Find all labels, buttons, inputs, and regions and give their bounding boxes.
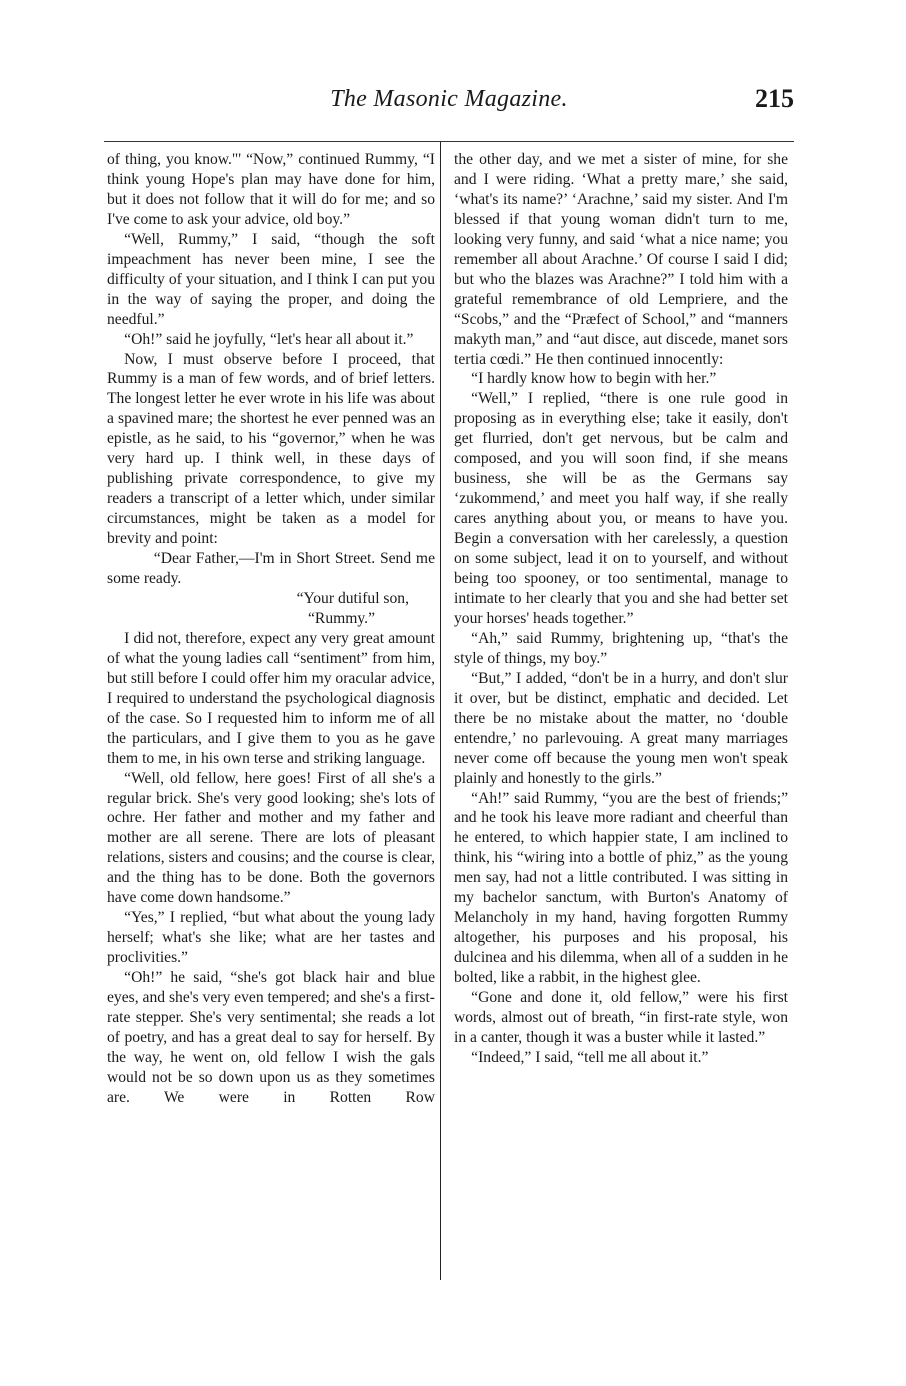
right-column bbox=[454, 150, 788, 1068]
paragraph: “Well, Rummy,” I said, “though the soft impeachment has never been mine, I see the difficulty of your situation, and I think I can put you in the way of saying the proper, and doing the needful.” bbox=[107, 230, 435, 328]
running-title: The Masonic Magazine. bbox=[330, 86, 568, 112]
paragraph: the other day, and we met a sister of mine, for she and I were riding. ‘What a pretty mare,’ she said, ‘what's its name?’ ‘Arachne,’ said my sister. And I'm blessed if that young woman didn't turn to me, looking very funny, and said ‘what a nice name; you remember all about Arachne.’ Of course I said I did; but who the blazes was Arachne?” I told him with a grateful remembrance of old Lempriere, and the “Scobs,” and the “Præfect of School,” and “manners makyth man,” and “aut disce, aut discede, manet sors tertia cœdi.” He then continued innocently: bbox=[454, 151, 788, 368]
column-divider bbox=[440, 142, 441, 1280]
header-rule bbox=[104, 141, 794, 142]
paragraph: “Well, old fellow, here goes! First of all she's a regular brick. She's very good looking; she's lots of ochre. Her father and mother and my father and mother are all serene. There are lots of pleasant relations, sisters and cousins; and the course is clear, and the thing has to be done. Both the governors have come down handsome.” bbox=[107, 769, 435, 907]
page-number: 215 bbox=[755, 84, 794, 113]
paragraph: “Yes,” I replied, “but what about the young lady herself; what's she like; what are her tastes and proclivities.” bbox=[107, 909, 435, 967]
paragraph: “Oh!” said he joyfully, “let's hear all about it.” bbox=[124, 330, 414, 348]
letter-signature: “Rummy.” bbox=[308, 609, 375, 627]
paragraph: “Oh!” he said, “she's got black hair and blue eyes, and she's very even tempered; and she's a first-rate stepper. She's very sentimental; she reads a lot of poetry, and has a great deal to say for herself. By the way, he went on, old fellow I wish the gals would not be so down upon us as they sometimes are. We were in Rotten Row bbox=[107, 969, 435, 1106]
letter-closing: “Your dutiful son, bbox=[296, 589, 409, 607]
paragraph: Now, I must observe before I proceed, that Rummy is a man of few words, and of brief letters. The longest letter he ever wrote in his life was about a spavined mare; the shortest he ever penned was an epistle, as he said, to his “governor,” when he was very hard up. I think well, in these days of publishing private correspondence, to give my readers a transcript of a letter which, under similar circumstances, might be taken as a model for brevity and point: bbox=[107, 350, 435, 548]
paragraph: “I hardly know how to begin with her.” bbox=[471, 370, 717, 388]
paragraph: “Ah!” said Rummy, “you are the best of friends;” and he took his leave more radiant and cheerful than he entered, to which happier state, I am inclined to think, his “wiring into a bottle of phiz,” as the young men say, had not a little contributed. I was sitting in my bachelor sanctum, with Burton's Anatomy of Melancholy in my hand, having forgotten Rummy altogether, his purposes and his proposal, his dulcinea and his dilemma, when all of a sudden in he bolted, like a rabbit, in the highest glee. bbox=[454, 789, 788, 987]
paragraph: I did not, therefore, expect any very great amount of what the young ladies call “sentiment” from him, but still before I could offer him my oracular advice, I required to understand the psychological diagnosis of the case. So I requested him to inform me of all the particulars, and I give them to you as he gave them to me, in his own terse and striking language. bbox=[107, 629, 435, 767]
paragraph: of thing, you know."' “Now,” continued Rummy, “I think young Hope's plan may have done for him, but it does not follow that it will do for me; and so I've come to ask your advice, old boy.” bbox=[107, 151, 435, 228]
paragraph: “Ah,” said Rummy, brightening up, “that's the style of things, my boy.” bbox=[454, 629, 788, 667]
paragraph: “But,” I added, “don't be in a hurry, and don't slur it over, but be distinct, emphatic and decided. Let there be no mistake about the matter, no ‘double entendre,’ no parlevouing. A great many marriages never come off because the young men won't speak plainly and honestly to the girls.” bbox=[454, 669, 788, 787]
paragraph: “Well,” I replied, “there is one rule good in proposing as in everything else; take it easily, don't get flurried, don't get nervous, but be calm and composed, and you will soon find, if she means business, she will be as the Germans say ‘zukommend,’ and meet you half way, if she really cares anything about you, or means to have you. Begin a conversation with her carelessly, a question on some subject, lead it on to yourself, and without being too spooney, or too sentimental, manage to intimate to her clearly that you and she had better set your horses' heads together.” bbox=[454, 390, 788, 627]
paragraph: “Gone and done it, old fellow,” were his first words, almost out of breath, “in first-rate style, won in a canter, though it was a buster while it lasted.” bbox=[454, 989, 788, 1046]
paragraph: “Indeed,” I said, “tell me all about it.” bbox=[471, 1048, 709, 1066]
running-header bbox=[104, 84, 794, 118]
left-column bbox=[107, 150, 435, 1108]
letter-body: “Dear Father,—I'm in Short Street. Send me some ready. bbox=[107, 550, 435, 588]
